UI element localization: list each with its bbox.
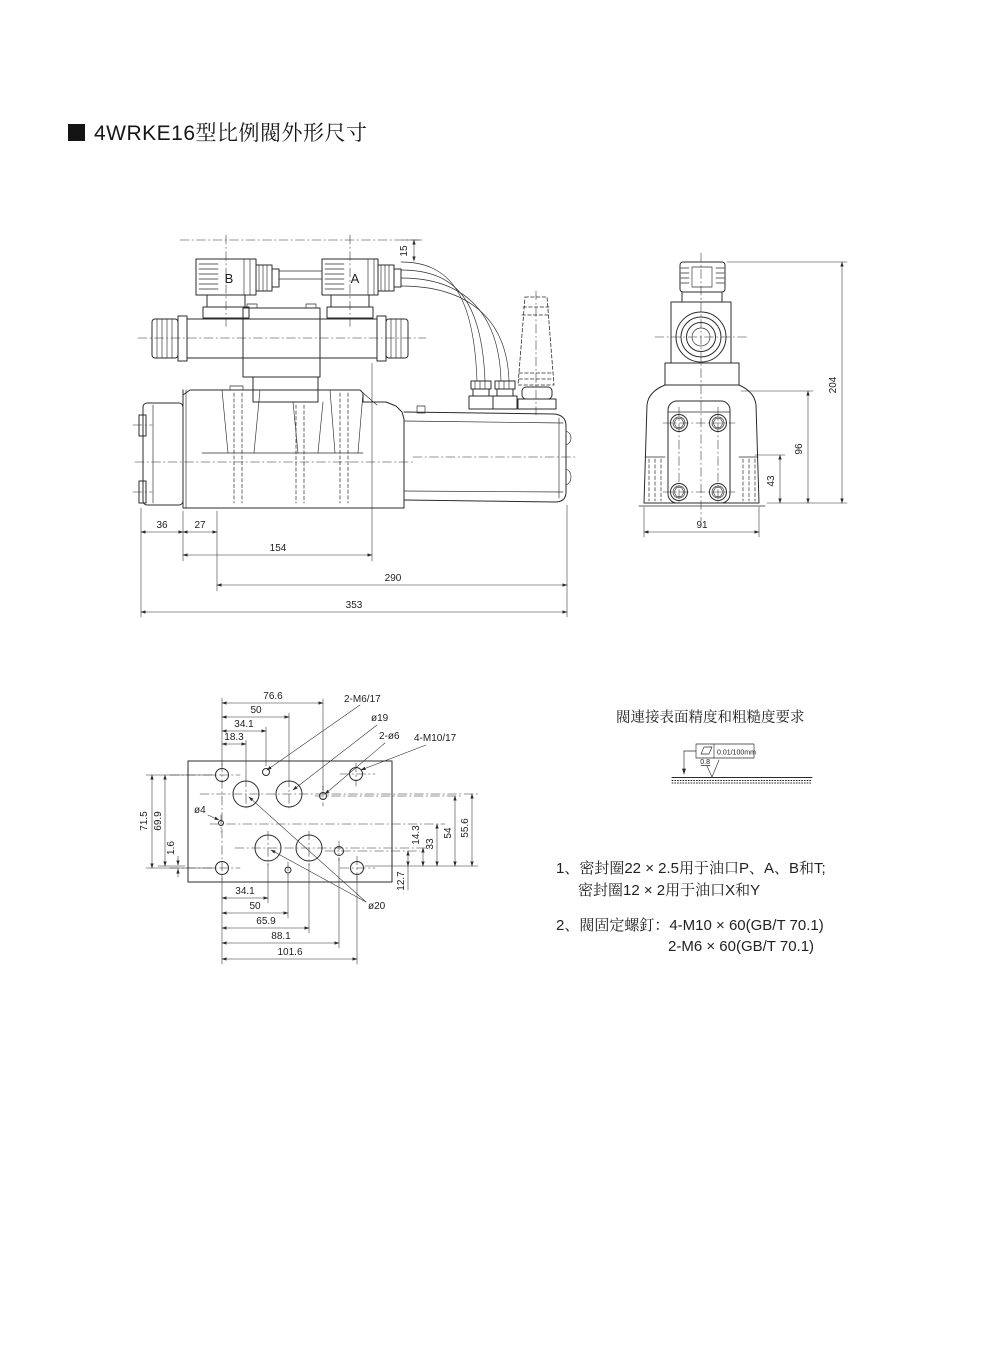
label-2-d6: 2-ø6 bbox=[379, 731, 400, 742]
surface-finish-requirement bbox=[600, 700, 900, 800]
dim-96: 96 bbox=[794, 443, 805, 455]
dim-15-label: 15 bbox=[399, 245, 410, 257]
m12-receptacle bbox=[518, 387, 556, 409]
dim-54: 54 bbox=[443, 827, 454, 839]
mounting-plate-drawing bbox=[130, 678, 560, 983]
front-dim-15 bbox=[399, 240, 422, 261]
page-title-text: 4WRKE16型比例閥外形尺寸 bbox=[94, 122, 368, 145]
plug-b-letter: B bbox=[224, 271, 234, 286]
notes-block bbox=[556, 858, 976, 958]
cable-gland-1 bbox=[469, 381, 493, 409]
front-view-drawing bbox=[130, 235, 600, 625]
plug-a-letter: A bbox=[350, 271, 360, 286]
dim-34-1-top: 34.1 bbox=[234, 719, 254, 730]
dim-34-1-bottom: 34.1 bbox=[235, 886, 255, 897]
dim-91: 91 bbox=[696, 520, 708, 531]
dim-33: 33 bbox=[425, 838, 436, 850]
plate-holes bbox=[216, 768, 364, 875]
dim-88-1: 88.1 bbox=[271, 931, 291, 942]
front-dimensions bbox=[141, 363, 567, 617]
dim-36: 36 bbox=[156, 520, 168, 531]
label-d19: ø19 bbox=[371, 713, 389, 724]
dim-101-6: 101.6 bbox=[277, 947, 303, 958]
note-2-line-1: 2、閥固定螺釘：4-M10 × 60(GB/T 70.1) bbox=[556, 916, 824, 934]
dim-154: 154 bbox=[269, 543, 287, 554]
dim-1-6: 1.6 bbox=[166, 841, 177, 855]
flatness-icon bbox=[701, 747, 712, 754]
phantom-connector bbox=[518, 291, 554, 415]
flatness-frame bbox=[696, 744, 756, 758]
plate-centerlines bbox=[170, 763, 480, 880]
label-d4: ø4 bbox=[194, 805, 206, 816]
surface-req-title: 閥連接表面精度和粗糙度要求 bbox=[616, 710, 805, 726]
title-bullet-square bbox=[68, 124, 85, 141]
plate-dims-bottom bbox=[222, 858, 357, 964]
electronics-box bbox=[404, 406, 578, 502]
side-view-drawing bbox=[615, 245, 865, 545]
solenoid-plug-a bbox=[322, 235, 401, 327]
side-mounting-body bbox=[639, 385, 765, 506]
label-d20: ø20 bbox=[368, 901, 386, 912]
dim-55-6: 55.6 bbox=[460, 818, 471, 838]
plate-dims-right bbox=[365, 794, 478, 891]
flatness-value: 0.01/100mm bbox=[717, 749, 756, 757]
note-1-line-1: 1、密封圈22 × 2.5用于油口P、A、B和T; bbox=[556, 860, 826, 877]
note-1-line-2: 密封圈12 × 2用于油口X和Y bbox=[578, 881, 761, 899]
cable-gland-2 bbox=[493, 381, 517, 409]
label-2-m6: 2-M6/17 bbox=[344, 694, 381, 705]
surface-line bbox=[672, 778, 812, 784]
dim-27: 27 bbox=[194, 520, 206, 531]
solenoid-plug-b bbox=[196, 235, 279, 327]
roughness-value: 0.8 bbox=[700, 759, 710, 766]
side-connector bbox=[680, 262, 725, 302]
dim-50-top: 50 bbox=[250, 705, 262, 716]
solenoid-tube bbox=[138, 316, 426, 361]
dim-353: 353 bbox=[345, 600, 363, 611]
dim-43: 43 bbox=[766, 475, 777, 487]
dim-290: 290 bbox=[384, 573, 402, 584]
dim-69-9: 69.9 bbox=[153, 811, 164, 831]
dim-204: 204 bbox=[828, 376, 839, 394]
page-title bbox=[68, 117, 368, 147]
valve-body bbox=[133, 386, 413, 508]
dim-18-3: 18.3 bbox=[224, 732, 244, 743]
dim-71-5: 71.5 bbox=[139, 811, 150, 831]
dim-50-bottom: 50 bbox=[249, 901, 261, 912]
dim-65-9: 65.9 bbox=[256, 916, 276, 927]
dim-14-3: 14.3 bbox=[411, 825, 422, 845]
label-4-m10: 4-M10/17 bbox=[414, 733, 457, 744]
note-2-line-2: 2-M6 × 60(GB/T 70.1) bbox=[668, 938, 815, 956]
plate-dims-left bbox=[139, 775, 216, 877]
dim-12-7: 12.7 bbox=[396, 871, 407, 891]
dim-76-6: 76.6 bbox=[263, 691, 283, 702]
